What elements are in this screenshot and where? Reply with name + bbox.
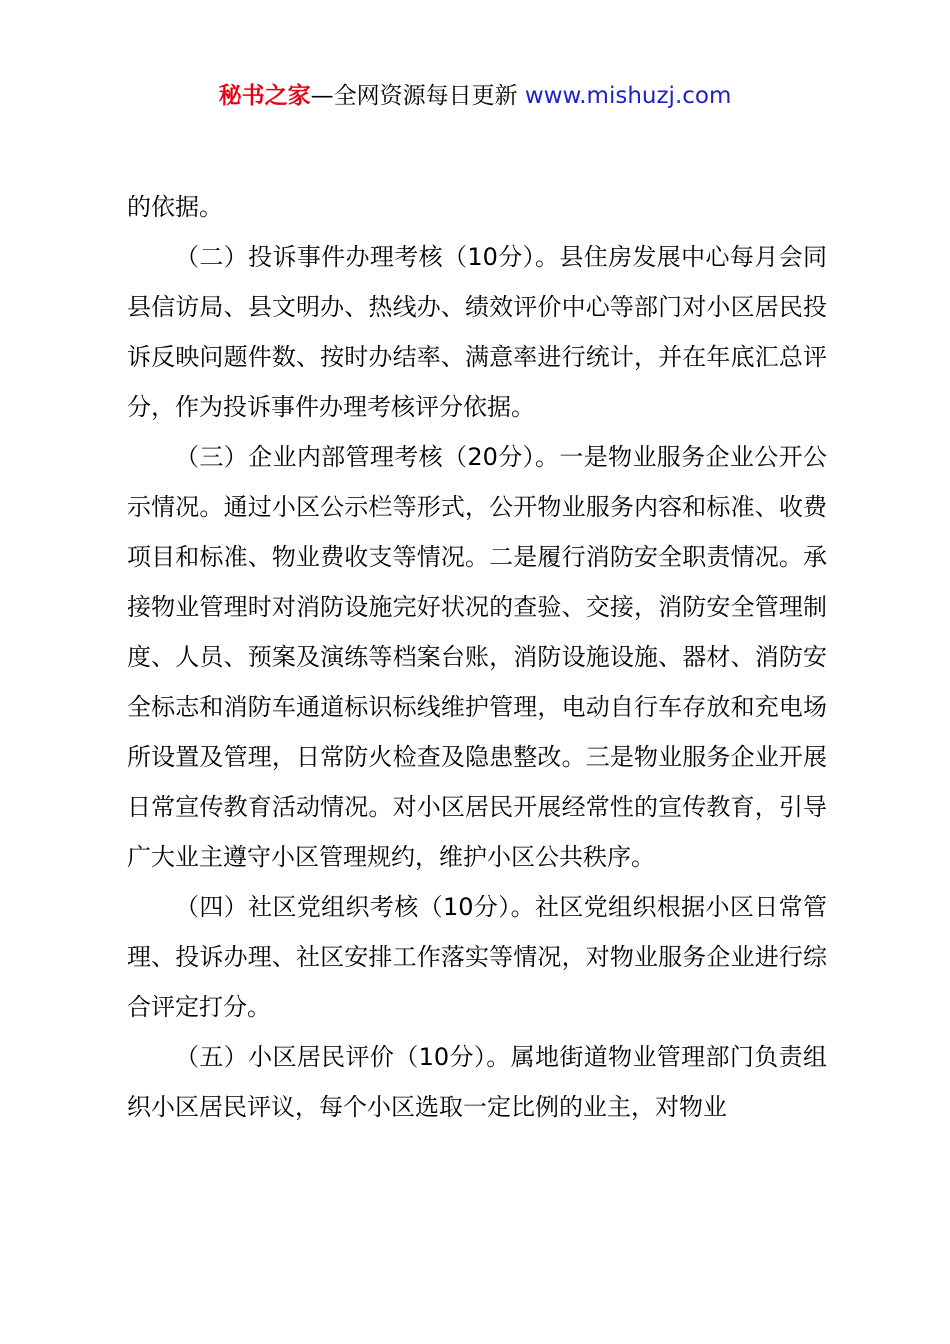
paragraph-2: （二）投诉事件办理考核（10分）。县住房发展中心每月会同县信访局、县文明办、热线办、绩效评价中心等部门对小区居民投诉反映问题件数、按时办结率、满意率进行统计，并在年底汇总评分，作为投诉事件办理考核评分依据。 — [127, 243, 827, 421]
header-tagline: —全网资源每日更新 — [310, 83, 525, 109]
paragraph-3: （三）企业内部管理考核（20分）。一是物业服务企业公开公示情况。通过小区公示栏等形式，公开物业服务内容和标准、收费项目和标准、物业费收支等情况。二是履行消防安全职责情况。承接物业管理时对消防设施完好状况的查验、交接，消防安全管理制度、人员、预案及演练等档案台账，消防设施设施、器材、消防安全标志和消防车通道标识标线维护管理，电动自行车存放和充电场所设置及管理，日常防火检查及隐患整改。三是物业服务企业开展日常宣传教育活动情况。对小区居民开展经常性的宣传教育，引导广大业主遵守小区管理规约，维护小区公共秩序。 — [127, 443, 827, 871]
paragraph-5: （五）小区居民评价（10分）。属地街道物业管理部门负责组织小区居民评议，每个小区选取一定比例的业主，对物业 — [127, 1043, 827, 1121]
page-header — [0, 80, 950, 112]
paragraph-4: （四）社区党组织考核（10分）。社区党组织根据小区日常管理、投诉办理、社区安排工作落实等情况，对物业服务企业进行综合评定打分。 — [127, 893, 827, 1021]
document-body — [127, 182, 827, 1132]
brand-name: 秘书之家 — [218, 83, 311, 109]
header-url-link[interactable]: www.mishuzj.com — [524, 83, 732, 109]
paragraph-1: 的依据。 — [127, 193, 223, 221]
